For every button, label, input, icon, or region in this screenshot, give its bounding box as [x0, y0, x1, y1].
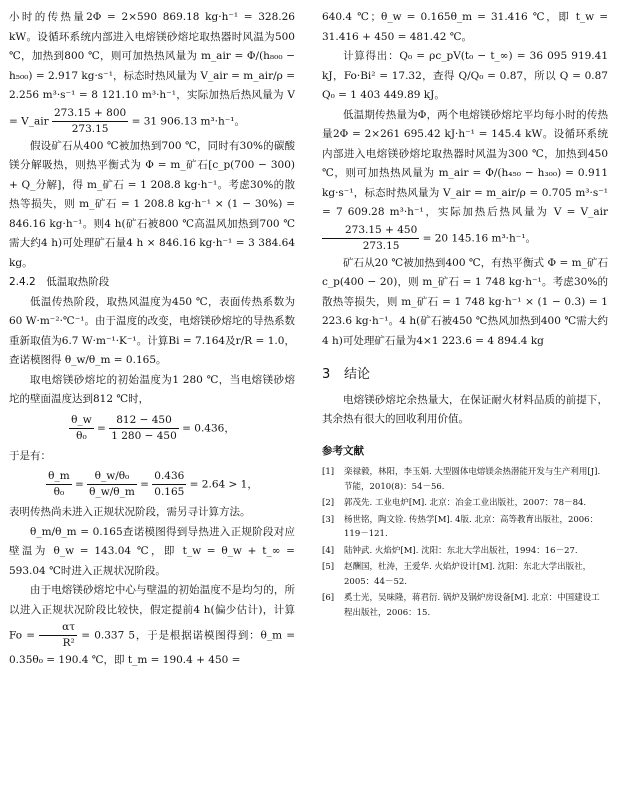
reference-item: [5] 赵酬国，杜涛，王爱华. 火焰炉设计[M]. 沈阳：东北大学出版社，2005：44－52. [322, 562, 592, 587]
paragraph-regular-stage: θ_m/θ_m = 0.165查诺模图得到导热进入正规阶段对应壁温为 θ_w = 143.04 ℃，即 t_w = θ_w + t_∞ = 593.04 ℃时进入正规状况阶段。 [9, 525, 295, 577]
reference-item: [3] 杨世铭，陶文铨. 传热学[M]. 4版. 北京：高等教育出版社，2006：119－121. [322, 514, 599, 539]
references-list [322, 465, 608, 620]
fraction-temperature-ratio-low: $\frac{273.15 + 450}{273.15}$ [322, 223, 419, 254]
paragraph-ore-heating: 假设矿石从400 ℃被加热到700 ℃，同时有30%的碳酸镁分解吸热，则热平衡式为 Φ = m_矿石[c_p(700 − 300) + Q_分解]，得 m_矿石 = 1 208.8 kg·h⁻¹。考虑30%的散热等损失，则 m_矿石 = 1 208.8 kg·h⁻¹ × (1 − 30%) = 846.16 kg·h⁻¹。则4 h(矿石被800 ℃高温风加热到700 ℃需大约4 h)可处理矿石量4 h × 846.16 kg·h⁻¹ = 3 384.64 kg。 [9, 139, 295, 269]
paragraph-not-regular: 表明传热尚未进入正规状况阶段，需另寻计算方法。 [9, 506, 251, 518]
subsection-heading-2-4-2: 2.4.2 低温取热阶段 [9, 276, 110, 288]
paragraph-heat-transfer-high: 小时的传热量2Φ = 2×590 869.18 kg·h⁻¹ = 328.26 kW。设循环系统内部进入电熔镁砂熔坨取热器时风温为500 ℃，加热到800 ℃，则可加热热风量为 m_air = Φ/(h₈₀₀ − h₅₀₀) = 2.917 kg·s⁻¹，标态时热风量为 V_air = m_air/ρ = 2.256 m³·s⁻¹ = 8 121.10 m³·h⁻¹，实际加热后热风量为 V = V_air $\frac{273.15 + 800}{273.15}$ = 31 906.13 m³·h⁻¹。 [9, 11, 295, 135]
equation-theta-m: $\frac{\theta\_m}{\text{θ₀}}$ = $\frac{\text{θ\_w/θ₀}}{\theta\_w/\theta\_m}$ = $\frac{0.436}{0.165}$ = 2.64 > 1， [48, 470, 258, 498]
paragraph-low-temp-stage: 低温传热阶段，取热风温度为450 ℃，表面传热系数为60 W·m⁻²·℃⁻¹。由于温度的改变，电熔镁砂熔坨的导热系数重新取值为6.7 W·m⁻¹·K⁻¹。计算Bi = 7.164及r/R = 1.0，查诺模图得 θ_w/θ_m = 0.165。 [9, 295, 295, 366]
reference-item: [1] 栾禄毅，林阳，李玉娟. 大型圆体电熔镁余热潜能开发与生产利用[J]. 节能，2010(8)：54－56. [322, 467, 601, 492]
paragraph-initial-temp: 取电熔镁砂熔坨的初始温度为1 280 ℃，当电熔镁砂熔坨的壁面温度达到812 ℃时， [9, 373, 295, 405]
reference-item: [4] 陆钟武. 火焰炉[M]. 沈阳：东北大学出版社，1994：16－27. [322, 545, 578, 556]
paragraph-fourier: 由于电熔镁砂熔坨中心与壁温的初始温度不是均匀的，所以进入正规状况阶段比较快，假定提前4 h(偏少估计)，计算 Fo = $\frac{\alpha\tau}{\text{R²}}$ = 0.337 5，于是根据诺模图得到：θ_m = 0.35θ₀ = 190.4 ℃，即 t_m = 190.4 + 450 = [9, 584, 295, 666]
fraction-temperature-ratio: $\frac{273.15 + 800}{273.15}$ [53, 106, 127, 135]
paragraph-conclusion: 电熔镁砂熔坨余热量大，在保证耐火材料品质的前提下，其余热有很大的回收利用价值。 [322, 393, 608, 425]
fraction-fourier: $\frac{\alpha\tau}{\text{R²}}$ [39, 620, 77, 651]
right-column [322, 8, 608, 622]
paragraph-therefore: 于是有： [9, 449, 51, 462]
equation-theta-ratio: $\frac{\theta\_w}{\text{θ₀}}$ = $\frac{812 - 450}{1 280 - 450}$ = 0.436， [71, 413, 235, 442]
left-column [9, 8, 295, 671]
section-heading-conclusion: 3 结论 [322, 367, 371, 382]
paragraph-continued-temp: 640.4 ℃；θ_w = 0.165θ_m = 31.416 ℃，即 t_w = 31.416 + 450 = 481.42 ℃。 [322, 11, 608, 43]
reference-item: [2] 郭茂先. 工业电炉[M]. 北京：冶金工业出版社，2007：78－84. [322, 498, 587, 508]
paragraph-ore-heating-low: 矿石从20 ℃被加热到400 ℃，有热平衡式 Φ = m_矿石c_p(400 − 20)，则 m_矿石 = 1 748 kg·h⁻¹。考虑30%的散热等损失，则 m_矿石 = 1 748 kg·h⁻¹ × (1 − 0.3) = 1 223.6 kg·h⁻¹。4 h(矿石被450 ℃热风加热到400 ℃需大约4 h)可处理矿石量为4×1 223.6 = 4 894.4 kg [322, 256, 608, 347]
reference-item: [6] 奚士光，吴味隆，蒋君衍. 锅炉及锅炉房设备[M]. 北京：中国建设工程出版社，2006：15. [322, 593, 600, 618]
paragraph-heat-transfer-low: 低温期传热量为Φ，两个电熔镁砂熔坨平均每小时的传热量2Φ = 2×261 695.42 kJ·h⁻¹ = 145.4 kW。设循环系统内部进入电熔镁砂熔坨取热器时风温为300 ℃，加热到450 ℃，则可加热热风量为 m_air = Φ/(h₄₅₀ − h₃₀₀) = 0.911 kg·s⁻¹，标态时热风量为 V_air = m_air/ρ = 0.705 m³·s⁻¹ = 7 609.28 m³·h⁻¹，实际加热后热风量为 V = V_air $\frac{273.15 + 450}{273.15}$ = 20 145.16 m³·h⁻¹。 [322, 108, 608, 252]
paragraph-heat-quantity: 计算得出：Q₀ = ρc_pV(t₀ − t_∞) = 36 095 919.41 kJ，Fo·Bi² = 17.32，查得 Q/Q₀ = 0.87，所以 Q = 0.87 Q₀ = 1 403 449.89 kJ。 [322, 50, 608, 101]
references-heading: 参考文献 [322, 444, 364, 457]
